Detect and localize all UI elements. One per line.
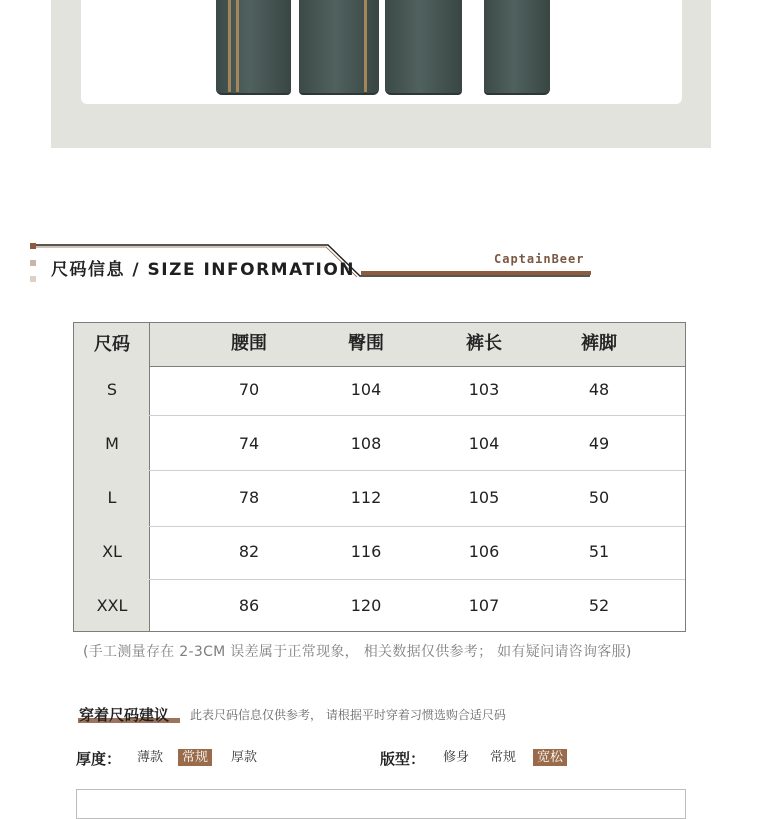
jeans-stripe <box>364 0 367 92</box>
jeans-leg-right-outer <box>484 0 550 95</box>
size-label: S <box>106 380 118 399</box>
size-label: M <box>105 434 119 453</box>
brand-name: CaptainBeer <box>494 252 585 266</box>
table-cell: 51 <box>588 542 610 561</box>
jeans-leg-left-inner <box>299 0 379 95</box>
table-cell: 105 <box>468 488 500 507</box>
thickness-option-regular-selected: 常规 <box>178 749 212 766</box>
size-info-header <box>30 238 600 288</box>
row-divider <box>149 526 685 527</box>
table-cell: 78 <box>238 488 260 507</box>
table-cell: 103 <box>468 380 500 399</box>
column-header-size: 尺码 <box>94 334 130 355</box>
row-divider <box>149 470 685 471</box>
size-label: XL <box>102 542 122 561</box>
jeans-stripe <box>236 0 239 92</box>
table-cell: 104 <box>350 380 382 399</box>
column-header-leg-opening: 裤脚 <box>581 333 617 354</box>
table-cell: 108 <box>350 434 382 453</box>
table-cell: 50 <box>588 488 610 507</box>
thickness-option-thick: 厚款 <box>231 750 258 765</box>
jeans-stripe <box>228 0 231 92</box>
table-cell: 106 <box>468 542 500 561</box>
jeans-leg-right-inner <box>385 0 462 95</box>
table-cell: 70 <box>238 380 260 399</box>
row-divider <box>149 579 685 580</box>
table-cell: 86 <box>238 596 260 615</box>
thickness-label: 厚度： <box>76 750 122 768</box>
size-label: L <box>107 488 117 507</box>
table-cell: 107 <box>468 596 500 615</box>
size-label: XXL <box>96 596 128 615</box>
fit-label: 版型： <box>380 750 426 768</box>
column-header-hip: 臀围 <box>348 333 384 354</box>
fit-option-slim: 修身 <box>443 750 470 765</box>
table-cell: 82 <box>238 542 260 561</box>
table-cell: 116 <box>350 542 382 561</box>
measurement-note: (手工测量存在 2-3CM 误差属于正常现象， 相关数据仅供参考； 如有疑问请咨询客服) <box>83 644 632 660</box>
table-cell: 74 <box>238 434 260 453</box>
fit-option-loose-selected: 宽松 <box>533 749 567 766</box>
product-photo-frame <box>51 0 711 148</box>
table-size-column <box>74 323 150 631</box>
column-header-length: 裤长 <box>466 333 502 354</box>
next-table-edge <box>76 789 686 819</box>
size-table <box>73 322 686 632</box>
table-cell: 48 <box>588 380 610 399</box>
advice-title: 穿着尺码建议 <box>79 706 170 724</box>
fit-option-regular: 常规 <box>490 750 517 765</box>
column-header-waist: 腰围 <box>231 333 267 354</box>
row-divider <box>149 415 685 416</box>
thickness-option-thin: 薄款 <box>137 750 164 765</box>
table-cell: 112 <box>350 488 382 507</box>
table-cell: 120 <box>350 596 382 615</box>
brand-bar <box>361 271 591 275</box>
product-photo <box>81 0 682 104</box>
table-cell: 104 <box>468 434 500 453</box>
table-cell: 49 <box>588 434 610 453</box>
table-cell: 52 <box>588 596 610 615</box>
advice-text: 此表尺码信息仅供参考， 请根据平时穿着习惯选购合适尺码 <box>190 708 506 722</box>
section-title: 尺码信息 / SIZE INFORMATION <box>51 260 356 280</box>
